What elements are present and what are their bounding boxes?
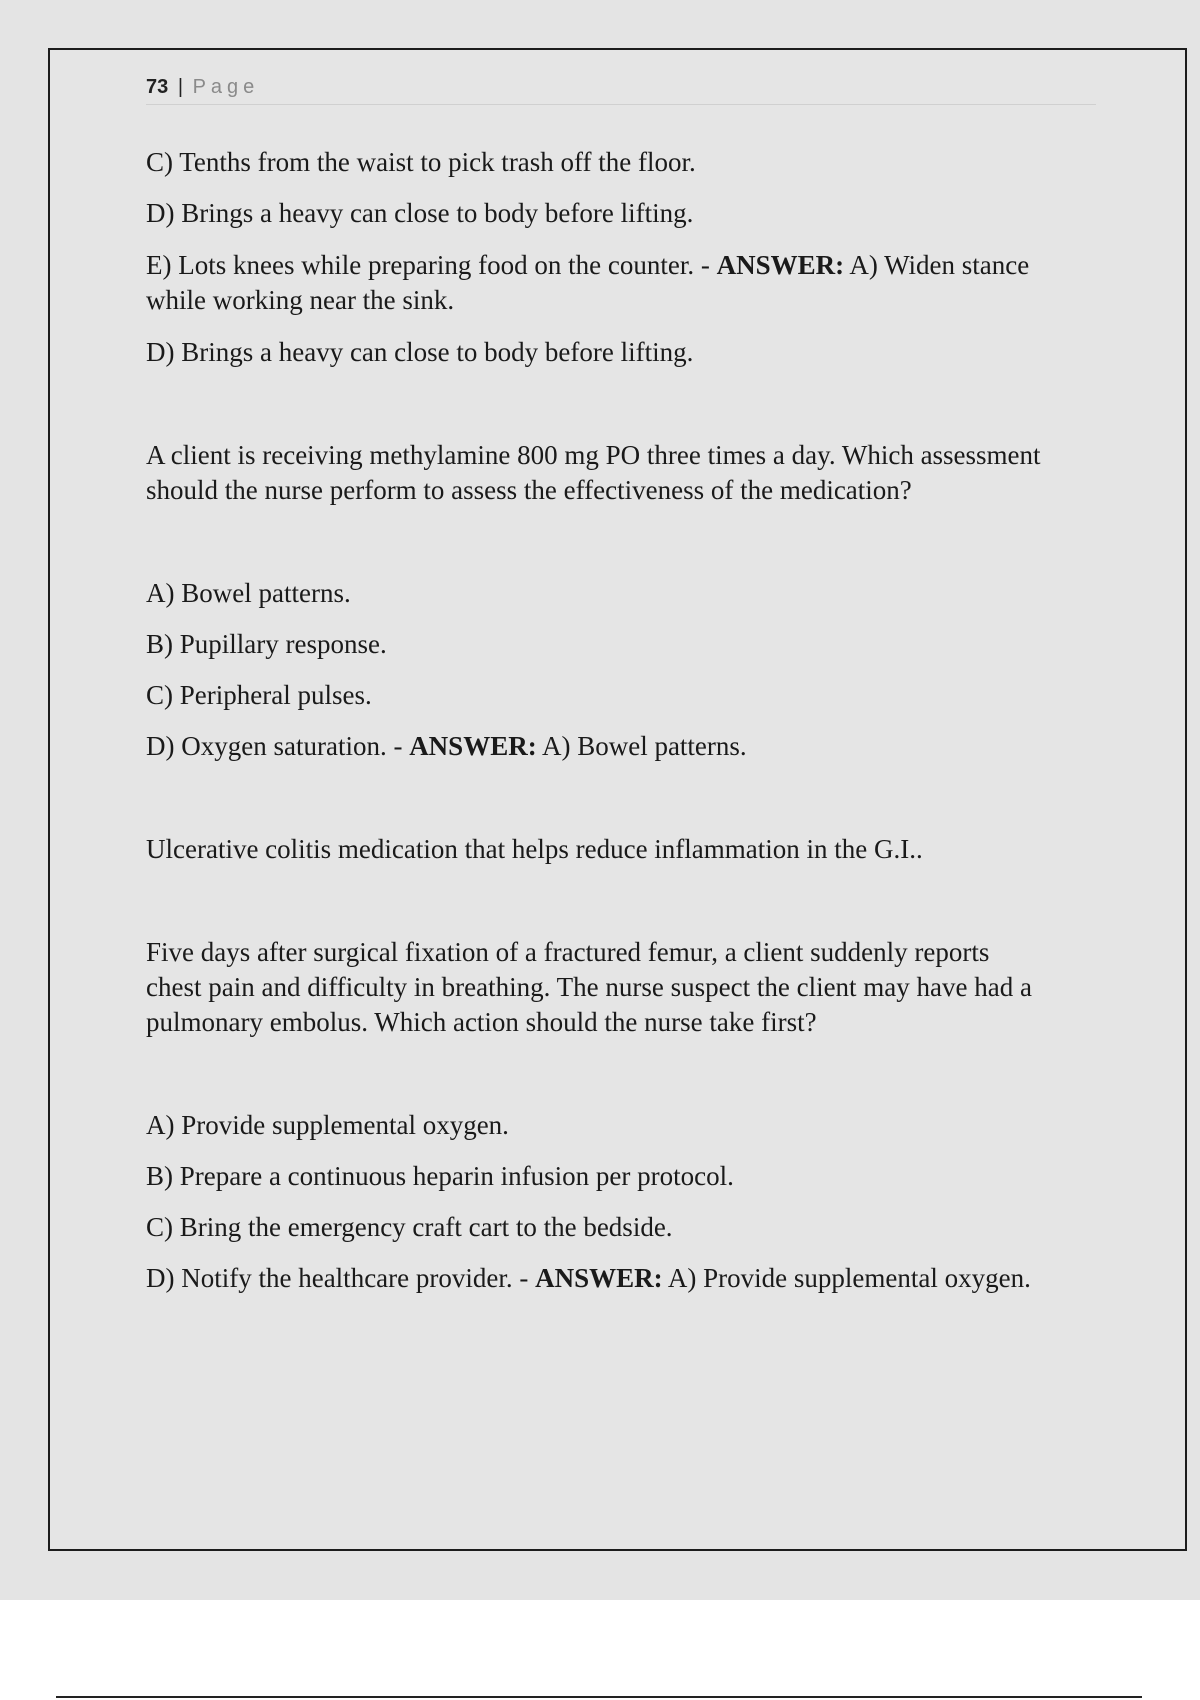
line-text: A) Bowel patterns. — [146, 578, 351, 608]
line-text: A client is receiving methylamine 800 mg PO three times a day. Which assessment — [146, 440, 1041, 470]
line-text: Five days after surgical fixation of a fractured femur, a client suddenly reports — [146, 937, 990, 967]
line-text: D) Notify the healthcare provider. - — [146, 1263, 536, 1293]
page-header — [146, 74, 1096, 105]
line-text: C) Bring the emergency craft cart to the bedside. — [146, 1212, 673, 1242]
option-line — [146, 283, 1096, 318]
line-text: D) Brings a heavy can close to body before lifting. — [146, 198, 694, 228]
line-text: D) Brings a heavy can close to body before lifting. — [146, 337, 694, 367]
option-line — [146, 627, 1096, 662]
question-line — [146, 473, 1096, 508]
line-text: E) Lots knees while preparing food on the counter. - — [146, 250, 717, 280]
option-line — [146, 1108, 1096, 1143]
question-line — [146, 1005, 1096, 1040]
line-text: while working near the sink. — [146, 285, 455, 315]
option-line — [146, 576, 1096, 611]
option-line — [146, 678, 1096, 713]
option-line — [146, 1159, 1096, 1194]
option-line — [146, 1261, 1096, 1296]
question-line — [146, 438, 1096, 473]
line-text: chest pain and difficulty in breathing. The nurse suspect the client may have had a — [146, 972, 1032, 1002]
line-text: Ulcerative colitis medication that helps reduce inflammation in the G.I.. — [146, 834, 923, 864]
option-line — [146, 1210, 1096, 1245]
answer-label: ANSWER: — [716, 250, 845, 280]
option-line — [146, 729, 1096, 764]
bottom-rule — [56, 1696, 1142, 1698]
statement-line — [146, 832, 1096, 867]
option-line — [146, 196, 1096, 231]
page-label: Page — [192, 76, 260, 98]
line-text: C) Peripheral pulses. — [146, 680, 372, 710]
line-text: D) Oxygen saturation. - — [146, 731, 410, 761]
line-text: should the nurse perform to assess the effectiveness of the medication? — [146, 475, 912, 505]
answer-label: ANSWER: — [535, 1263, 663, 1293]
option-line — [146, 335, 1096, 370]
answer-text: A) Widen stance — [844, 250, 1030, 280]
answer-text: A) Bowel patterns. — [536, 731, 747, 761]
question-line — [146, 935, 1096, 970]
page-number: 73 — [146, 76, 169, 98]
header-separator: | — [177, 76, 184, 98]
line-text: B) Prepare a continuous heparin infusion per protocol. — [146, 1161, 734, 1191]
answer-label: ANSWER: — [409, 731, 537, 761]
option-line — [146, 145, 1096, 180]
line-text: A) Provide supplemental oxygen. — [146, 1110, 509, 1140]
question-line — [146, 970, 1096, 1005]
line-text: pulmonary embolus. Which action should the nurse take first? — [146, 1007, 817, 1037]
answer-text: A) Provide supplemental oxygen. — [662, 1263, 1031, 1293]
option-line — [146, 248, 1096, 283]
line-text: B) Pupillary response. — [146, 629, 387, 659]
line-text: C) Tenths from the waist to pick trash off the floor. — [146, 147, 696, 177]
